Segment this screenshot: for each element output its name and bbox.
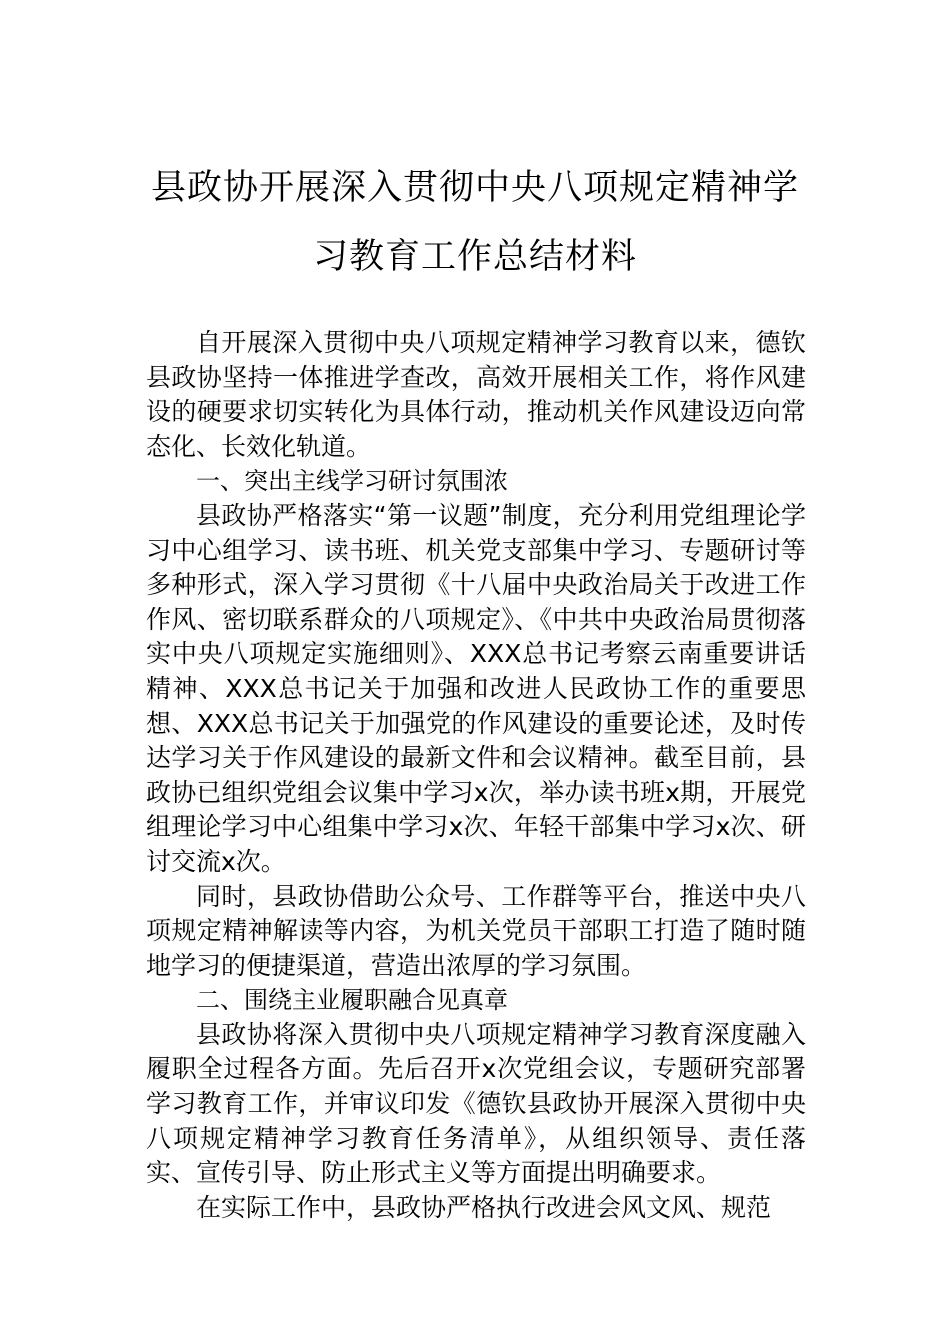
body-paragraph: 县政协将深入贯彻中央八项规定精神学习教育深度融入履职全过程各方面。先后召开x次党组会议，专题研究部署学习教育工作，并审议印发《德钦县政协开展深入贯彻中央八项规定精神学习教育任务清单》，从组织领导、责任落实、宣传引导、防止形式主义等方面提出明确要求。 — [146, 1019, 806, 1188]
body-paragraph: 在实际工作中，县政协严格执行改进会风文风、规范 — [196, 1192, 772, 1222]
body-paragraph: 同时，县政协借助公众号、工作群等平台，推送中央八项规定精神解读等内容，为机关党员干部职工打造了随时随地学习的便捷渠道，营造出浓厚的学习氛围。 — [146, 881, 806, 980]
body-paragraph: 县政协严格落实“第一议题”制度，充分利用党组理论学习中心组学习、读书班、机关党支部集中学习、专题研讨等多种形式，深入学习贯彻《十八届中央政治局关于改进工作作风、密切联系群众的八项规定》、《中共中央政治局贯彻落实中央八项规定实施细则》、XXX总书记考察云南重要讲话精神、XXX总书记关于加强和改进人民政协工作的重要思想、XXX总书记关于加强党的作风建设的重要论述，及时传达学习关于作风建设的最新文件和会议精神。截至目前，县政协已组织党组会议集中学习x次，举办读书班x期，开展党组理论学习中心组集中学习x次、年轻干部集中学习x次、研讨交流x次。 — [146, 500, 806, 876]
document-title-line-1: 县政协开展深入贯彻中央八项规定精神学 — [150, 168, 799, 208]
intro-paragraph: 自开展深入贯彻中央八项规定精神学习教育以来，德钦县政协坚持一体推进学查改，高效开展相关工作，将作风建设的硬要求切实转化为具体行动，推动机关作风建设迈向常态化、长效化轨道。 — [146, 328, 806, 461]
section-heading-2: 二、围绕主业履职融合见真章 — [196, 986, 508, 1015]
section-heading-1: 一、突出主线学习研讨氛围浓 — [196, 467, 508, 496]
document-body — [146, 326, 806, 1225]
document-title-line-2: 习教育工作总结材料 — [312, 237, 637, 277]
